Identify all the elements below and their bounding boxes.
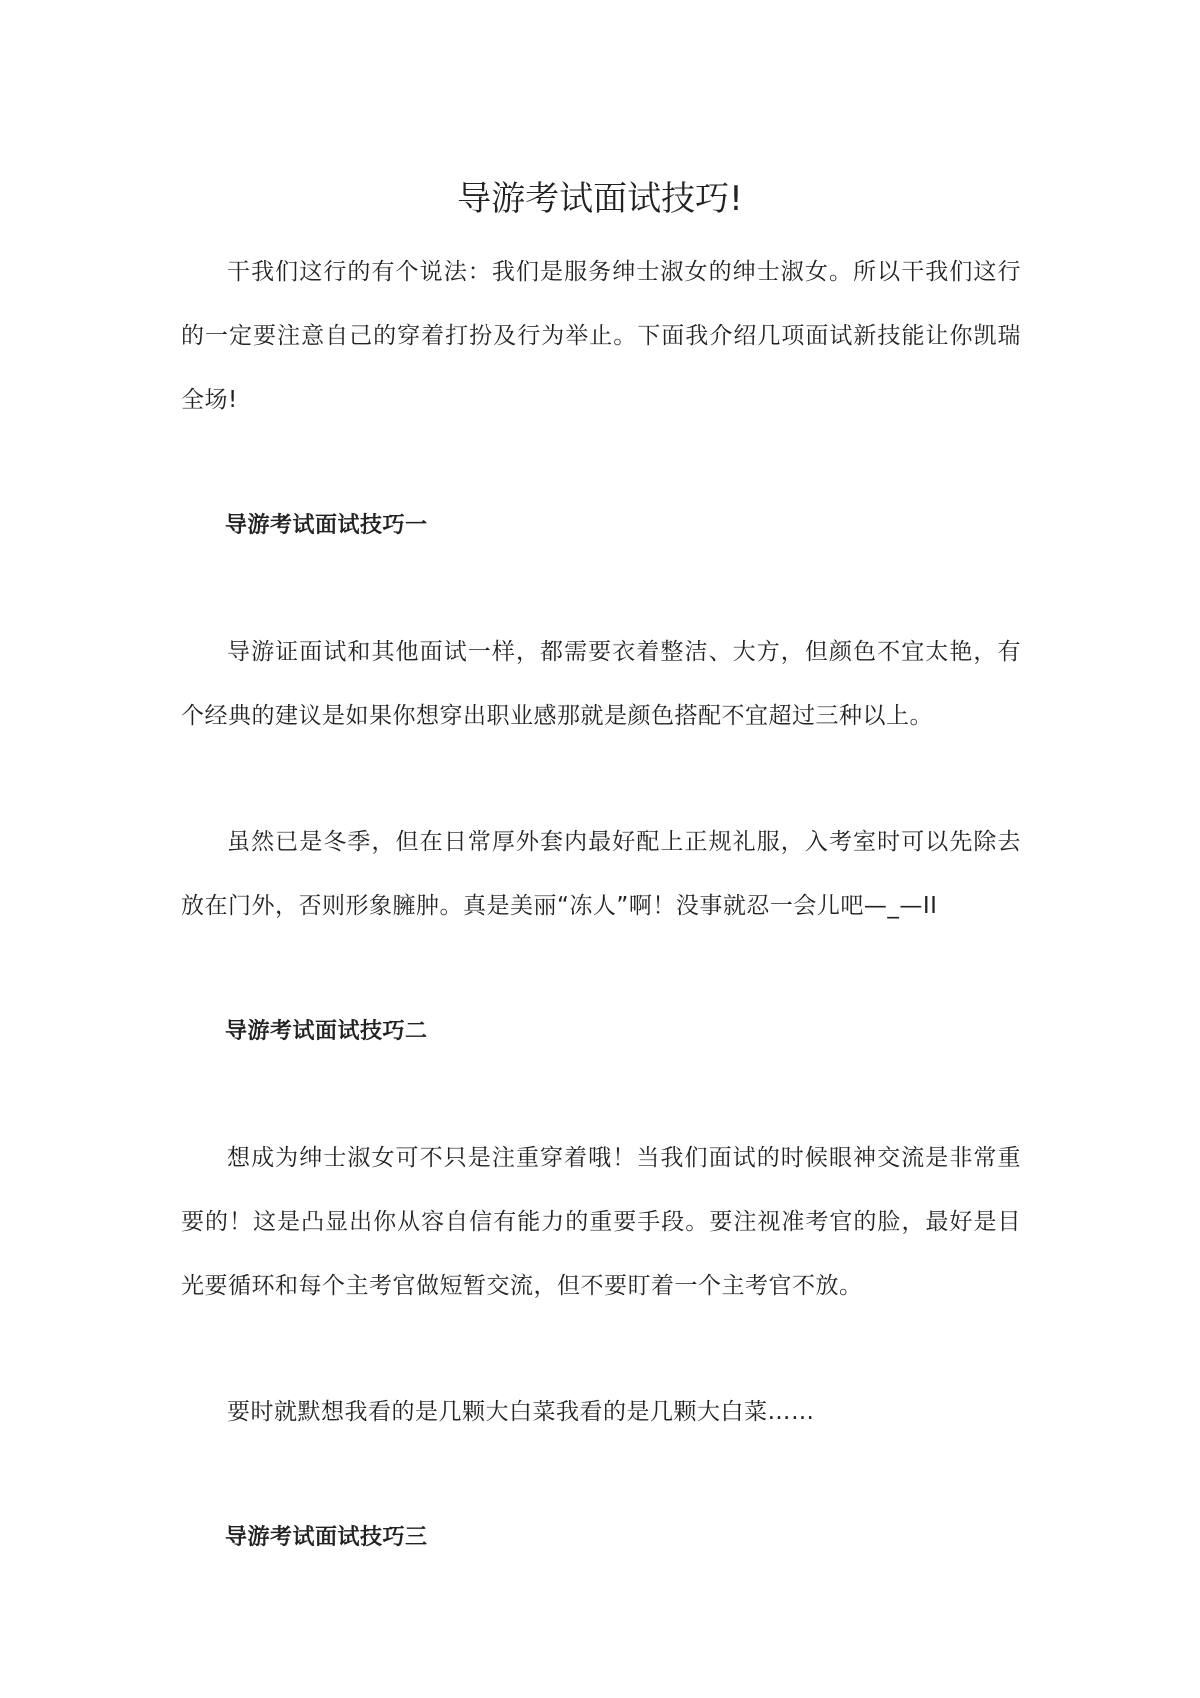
section-1-paragraph-2: 虽然已是冬季，但在日常厚外套内最好配上正规礼服，入考室时可以先除去放在门外，否则形象臃肿。真是美丽“冻人”啊！没事就忍一会儿吧—_—II (181, 829, 1021, 919)
spacer (181, 1318, 1021, 1380)
section-heading-3: 导游考试面试技巧三 (225, 1525, 428, 1550)
spacer (181, 1064, 1021, 1126)
spacer (181, 558, 1021, 620)
spacer (181, 432, 1021, 494)
section-heading-1: 导游考试面试技巧一 (225, 513, 428, 538)
document-body (181, 240, 1021, 1570)
section-2-paragraph-2: 要时就默想我看的是几颗大白菜我看的是几颗大白菜…… (227, 1399, 815, 1425)
section-heading-2: 导游考试面试技巧二 (225, 1019, 428, 1044)
document-title: 导游考试面试技巧! (457, 179, 743, 219)
spacer (181, 748, 1021, 810)
section-2-paragraph-1: 想成为绅士淑女可不只是注重穿着哦！当我们面试的时候眼神交流是非常重要的！这是凸显出你从容自信有能力的重要手段。要注视准考官的脸，最好是目光要循环和每个主考官做短暂交流，但不要盯着一个主考官不放。 (181, 1145, 1021, 1299)
intro-paragraph: 干我们这行的有个说法：我们是服务绅士淑女的绅士淑女。所以干我们这行的一定要注意自己的穿着打扮及行为举止。下面我介绍几项面试新技能让你凯瑞全场! (181, 259, 1021, 413)
spacer (181, 938, 1021, 1000)
spacer (181, 1444, 1021, 1506)
section-1-paragraph-1: 导游证面试和其他面试一样，都需要衣着整洁、大方，但颜色不宜太艳，有个经典的建议是如果你想穿出职业感那就是颜色搭配不宜超过三种以上。 (181, 639, 1021, 729)
